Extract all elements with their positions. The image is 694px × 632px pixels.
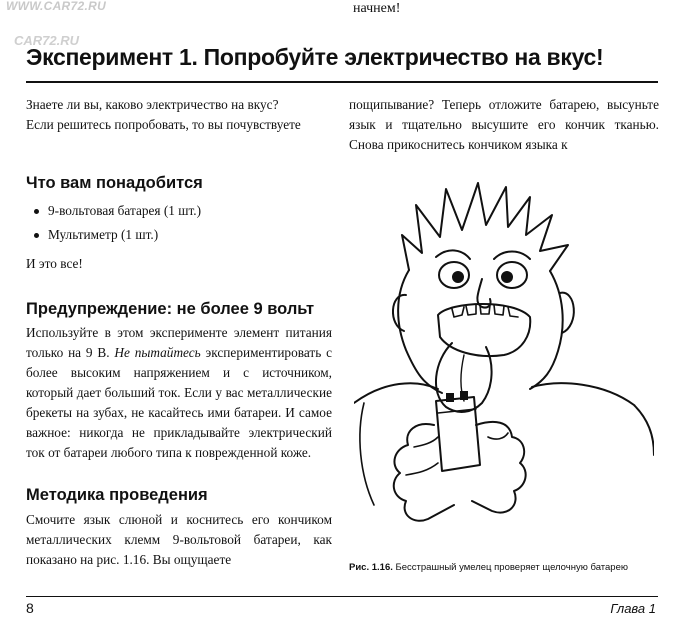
figure-illustration xyxy=(354,175,654,555)
section-heading-warning: Предупреждение: не более 9 вольт xyxy=(26,300,315,318)
intro-paragraph xyxy=(26,95,332,135)
list-item: 9-вольтовая батарея (1 шт.) xyxy=(26,199,332,223)
figure-caption xyxy=(349,562,669,573)
materials-list xyxy=(26,199,332,247)
footer-divider xyxy=(26,596,658,597)
continuation-text: начнем! xyxy=(353,1,401,16)
chapter-label: Глава 1 xyxy=(610,601,656,616)
bullet-icon xyxy=(34,233,39,238)
hand-left xyxy=(394,424,454,521)
intro-line-1: Знаете ли вы, каково электричество на вкус? xyxy=(26,97,279,112)
page-title: Эксперимент 1. Попробуйте электричество на вкус! xyxy=(26,44,604,70)
closing-text: И это все! xyxy=(26,256,83,271)
mouth xyxy=(438,304,530,356)
eyebrow-right xyxy=(494,252,530,260)
right-column-text: пощипывание? Теперь отложите батарею, высуньте язык и тщательно высушите его кончик тканью. Снова прикоснитесь кончиком языка к xyxy=(349,97,659,152)
eyebrow-left xyxy=(436,250,470,259)
figure-caption-label: Рис. 1.16. xyxy=(349,562,393,573)
battery xyxy=(436,397,480,471)
left-column xyxy=(26,95,332,570)
list-item: Мультиметр (1 шт.) xyxy=(26,223,332,247)
title-divider xyxy=(26,81,658,83)
intro-line-2: Если решитесь попробовать, то вы почувствуете xyxy=(26,117,301,132)
method-paragraph: Смочите язык слюной и коснитесь его кончиком металлических клемм 9-вольтовой батареи, как показано на рис. 1.16. Вы ощущаете xyxy=(26,512,332,567)
watermark-logo: CAR72.RU xyxy=(14,33,80,48)
section-heading-what-you-need: Что вам понадобится xyxy=(26,174,203,192)
warning-paragraph: Используйте в этом эксперименте элемент питания только на 9 В. Не пытайтесь экспериментировать с более высоким напряжением и с источником, который дает больший ток. Если у вас металлические брекеты на зубах, не касайтесь ими батареи. И самое важное: никогда не прикладывайте электрический ток от батареи любого типа к поврежденной коже. xyxy=(26,325,332,460)
shirt xyxy=(354,383,654,455)
head-outline xyxy=(398,270,563,393)
section-heading-method: Методика проведения xyxy=(26,486,208,504)
hand-right xyxy=(472,422,526,513)
figure-caption-text: Бесстрашный умелец проверяет щелочную батарею xyxy=(392,562,628,573)
bullet-icon xyxy=(34,209,39,214)
hair xyxy=(402,183,568,271)
warning-emphasis: Не пытайтесь xyxy=(114,345,201,360)
page-number: 8 xyxy=(26,600,34,616)
watermark-url: WWW.CAR72.RU xyxy=(6,0,107,13)
